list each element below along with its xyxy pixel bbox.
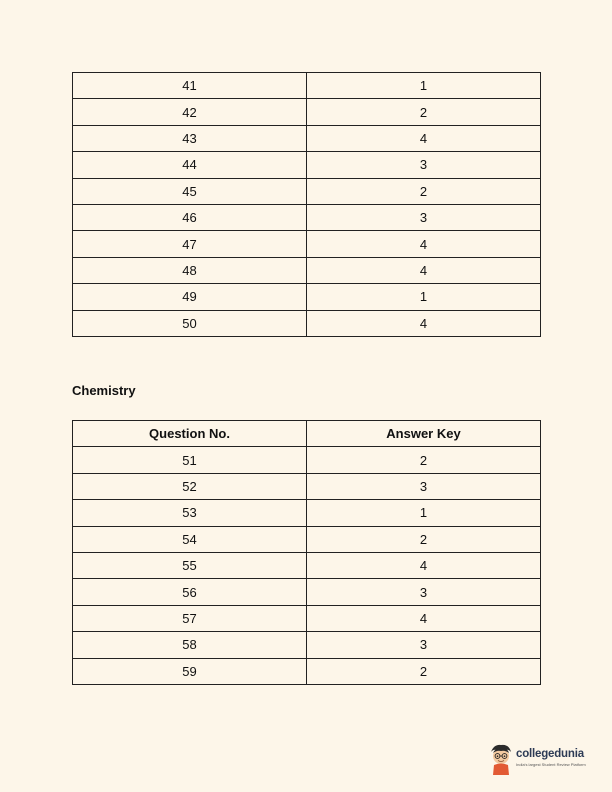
answer-key-cell: 4 — [307, 605, 541, 631]
answer-key-cell: 4 — [307, 231, 541, 257]
collegedunia-logo[interactable] — [488, 740, 588, 776]
answer-key-cell: 2 — [307, 447, 541, 473]
table-row — [73, 579, 541, 605]
answer-key-cell: 2 — [307, 178, 541, 204]
answer-key-table-physics — [72, 72, 541, 337]
table-header — [73, 421, 541, 447]
question-number-cell: 43 — [73, 125, 307, 151]
answer-key-cell: 4 — [307, 552, 541, 578]
table-row — [73, 447, 541, 473]
table-row — [73, 178, 541, 204]
answer-key-cell: 3 — [307, 204, 541, 230]
table-row — [73, 231, 541, 257]
question-number-cell: 48 — [73, 257, 307, 283]
answer-key-cell: 3 — [307, 152, 541, 178]
answer-key-table-chemistry — [72, 420, 541, 685]
header-row — [73, 421, 541, 447]
question-number-cell: 47 — [73, 231, 307, 257]
column-header-answer-key: Answer Key — [307, 421, 541, 447]
question-number-cell: 42 — [73, 99, 307, 125]
answer-key-cell: 3 — [307, 579, 541, 605]
question-number-cell: 51 — [73, 447, 307, 473]
answer-key-cell: 1 — [307, 284, 541, 310]
table-row — [73, 500, 541, 526]
question-number-cell: 52 — [73, 473, 307, 499]
answer-key-cell: 4 — [307, 310, 541, 336]
table-row — [73, 310, 541, 336]
question-number-cell: 57 — [73, 605, 307, 631]
table-row — [73, 257, 541, 283]
question-number-cell: 56 — [73, 579, 307, 605]
collegedunia-mascot-icon — [488, 741, 514, 775]
question-number-cell: 46 — [73, 204, 307, 230]
answer-key-cell: 3 — [307, 473, 541, 499]
question-number-cell: 41 — [73, 73, 307, 99]
answer-key-cell: 1 — [307, 73, 541, 99]
column-header-question-no: Question No. — [73, 421, 307, 447]
table-row — [73, 632, 541, 658]
logo-text — [516, 749, 586, 768]
table-row — [73, 204, 541, 230]
table-body — [73, 73, 541, 337]
answer-key-cell: 4 — [307, 257, 541, 283]
answer-key-cell: 2 — [307, 526, 541, 552]
table-row — [73, 658, 541, 684]
question-number-cell: 58 — [73, 632, 307, 658]
logo-name: collegedunia — [516, 747, 584, 760]
question-number-cell: 44 — [73, 152, 307, 178]
logo-tagline: India's largest Student Review Platform — [516, 762, 586, 768]
question-number-cell: 53 — [73, 500, 307, 526]
table-body — [73, 447, 541, 685]
question-number-cell: 54 — [73, 526, 307, 552]
answer-key-cell: 2 — [307, 99, 541, 125]
section-heading-chemistry: Chemistry — [72, 383, 136, 398]
table-row — [73, 152, 541, 178]
table-row — [73, 99, 541, 125]
answer-key-cell: 4 — [307, 125, 541, 151]
table-row — [73, 605, 541, 631]
table-row — [73, 552, 541, 578]
question-number-cell: 49 — [73, 284, 307, 310]
table-row — [73, 284, 541, 310]
answer-key-cell: 3 — [307, 632, 541, 658]
table-row — [73, 473, 541, 499]
question-number-cell: 50 — [73, 310, 307, 336]
answer-key-cell: 2 — [307, 658, 541, 684]
table-row — [73, 125, 541, 151]
table-row — [73, 73, 541, 99]
question-number-cell: 59 — [73, 658, 307, 684]
table-row — [73, 526, 541, 552]
question-number-cell: 55 — [73, 552, 307, 578]
answer-key-cell: 1 — [307, 500, 541, 526]
question-number-cell: 45 — [73, 178, 307, 204]
